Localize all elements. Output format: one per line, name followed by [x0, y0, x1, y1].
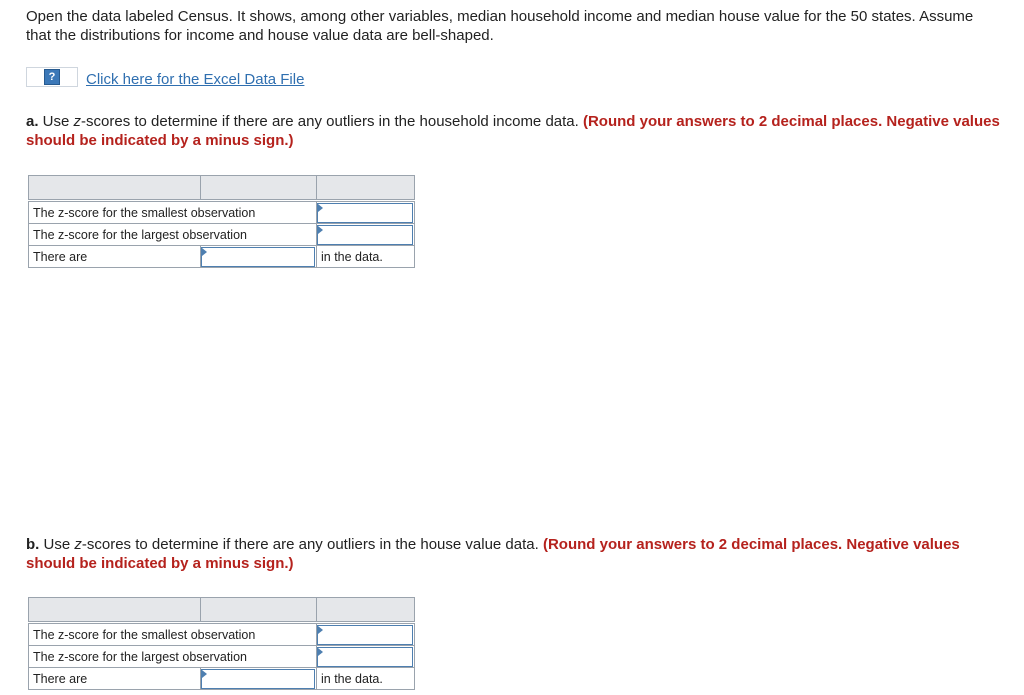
part-b-text-before: Use [39, 536, 75, 553]
part-a-letter: a. [26, 113, 39, 130]
part-b-smallest-cell [317, 624, 415, 646]
part-b-in-data-label: in the data. [317, 668, 415, 690]
part-b-largest-cell [317, 646, 415, 668]
part-a-largest-cell [317, 224, 415, 246]
table-row [29, 624, 415, 646]
part-b-largest-z-input[interactable] [317, 647, 413, 667]
part-a-text-before: Use [38, 113, 74, 130]
part-a-question [26, 112, 1006, 150]
part-a-answer-table [28, 175, 415, 268]
table-header-row [29, 598, 415, 622]
part-a-outliers-cell [201, 246, 317, 268]
part-b-letter: b. [26, 536, 40, 553]
excel-file-row [26, 66, 304, 88]
help-icon[interactable]: ? [44, 69, 60, 85]
table-row [29, 646, 415, 668]
header-cell [201, 176, 317, 200]
part-a-outliers-dropdown[interactable] [201, 247, 315, 267]
part-a-there-are-label: There are [29, 246, 201, 268]
part-a-largest-label: The z-score for the largest observation [29, 224, 317, 246]
help-box[interactable] [26, 67, 78, 87]
part-b-instruction: (Round your answers to 2 decimal places. Negative values should be indicated by a minus sign.) [26, 536, 960, 572]
part-b-smallest-label: The z-score for the smallest observation [29, 624, 317, 646]
part-a-smallest-z-input[interactable] [317, 203, 413, 223]
part-b-smallest-z-input[interactable] [317, 625, 413, 645]
excel-data-link[interactable]: Click here for the Excel Data File [86, 70, 305, 88]
header-cell [29, 598, 201, 622]
header-cell [317, 598, 415, 622]
part-b-answer-table [28, 597, 415, 690]
table-header-row [29, 176, 415, 200]
part-a-text-after: -scores to determine if there are any outliers in the household income data. [81, 113, 583, 130]
part-a-largest-z-input[interactable] [317, 225, 413, 245]
part-a-in-data-label: in the data. [317, 246, 415, 268]
header-cell [29, 176, 201, 200]
part-a-instruction: (Round your answers to 2 decimal places. Negative values should be indicated by a minus sign.) [26, 113, 1000, 149]
table-row [29, 668, 415, 690]
part-b-largest-label: The z-score for the largest observation [29, 646, 317, 668]
part-a-smallest-label: The z-score for the smallest observation [29, 202, 317, 224]
table-row [29, 246, 415, 268]
part-b-text-after: -scores to determine if there are any outliers in the house value data. [81, 536, 543, 553]
table-row [29, 224, 415, 246]
part-b-outliers-dropdown[interactable] [201, 669, 315, 689]
header-cell [317, 176, 415, 200]
table-row [29, 202, 415, 224]
header-cell [201, 598, 317, 622]
part-a-smallest-cell [317, 202, 415, 224]
part-b-question [26, 535, 1006, 573]
part-b-z: z [74, 536, 82, 553]
problem-intro: Open the data labeled Census. It shows, among other variables, median household income and median house value for the 50 states. Assume that the distributions for income and house value data are bell-shaped. [26, 8, 974, 44]
part-a-z: z [73, 113, 82, 130]
part-b-outliers-cell [201, 668, 317, 690]
part-b-there-are-label: There are [29, 668, 201, 690]
